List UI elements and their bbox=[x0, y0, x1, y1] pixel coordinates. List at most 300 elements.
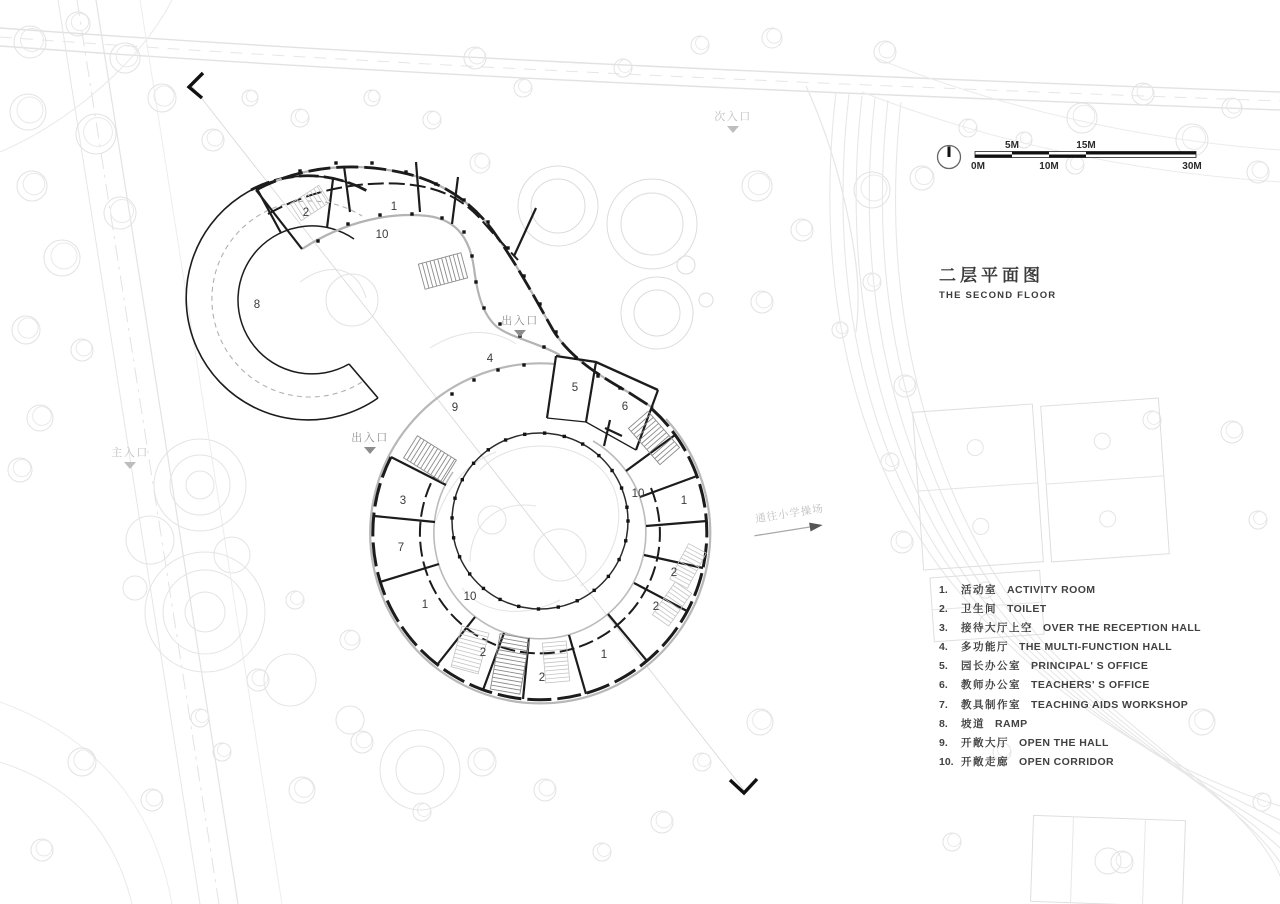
tree-icon bbox=[1182, 126, 1205, 149]
fixture-row bbox=[418, 253, 467, 290]
site-curve bbox=[0, 762, 132, 904]
court-line bbox=[1142, 819, 1145, 904]
landscape-swirl bbox=[462, 588, 560, 611]
legend-item bbox=[939, 754, 1201, 773]
step-line bbox=[664, 598, 680, 609]
tree-icon bbox=[1067, 103, 1097, 133]
room-divider-wall bbox=[640, 476, 697, 497]
tree-icon bbox=[1227, 99, 1241, 113]
column bbox=[596, 374, 599, 377]
garden-circle bbox=[621, 193, 683, 255]
fixture-row bbox=[404, 436, 457, 482]
tree-icon bbox=[756, 292, 772, 308]
road-branch bbox=[806, 86, 858, 332]
court-circle bbox=[1094, 433, 1111, 450]
tree-icon bbox=[748, 173, 770, 195]
tree-icon bbox=[13, 459, 30, 476]
tree-icon bbox=[1254, 512, 1267, 525]
scale-tick-label: 0M bbox=[971, 161, 985, 172]
column bbox=[482, 306, 485, 309]
column bbox=[461, 478, 464, 481]
step-line bbox=[453, 661, 480, 668]
step-line bbox=[652, 439, 672, 456]
legend-item bbox=[939, 677, 1201, 696]
legend-item-number: 2. bbox=[939, 603, 948, 616]
tree-icon bbox=[295, 779, 314, 798]
room-number-label: 1 bbox=[390, 201, 398, 213]
step-line bbox=[655, 611, 671, 622]
tree-icon bbox=[964, 120, 977, 133]
tree-icon bbox=[76, 114, 116, 154]
garden-circle bbox=[531, 179, 585, 233]
step-line bbox=[457, 254, 464, 279]
legend-item-en: OVER THE RECEPTION HALL bbox=[1043, 622, 1201, 635]
legend-item bbox=[939, 658, 1201, 677]
step-line bbox=[687, 547, 705, 556]
playground-circle bbox=[396, 746, 444, 794]
scale-bar-block bbox=[938, 140, 1202, 172]
route-note-label: 通往小学操场 bbox=[754, 502, 825, 526]
tree-icon bbox=[44, 240, 80, 276]
court-midline bbox=[918, 483, 1038, 491]
tree-icon bbox=[747, 709, 773, 735]
room-number-label: 5 bbox=[571, 382, 579, 394]
tree-icon bbox=[598, 844, 611, 857]
step-line bbox=[649, 436, 669, 453]
room-number-label: 10 bbox=[463, 591, 477, 603]
tree-icon bbox=[696, 37, 709, 50]
room-divider-wall bbox=[380, 564, 439, 582]
tree-icon bbox=[1226, 422, 1242, 438]
sports-court bbox=[1031, 815, 1186, 904]
title-block bbox=[939, 261, 1056, 301]
tree-icon bbox=[899, 376, 915, 392]
column bbox=[346, 222, 349, 225]
step-line bbox=[461, 630, 488, 637]
tree-icon bbox=[1073, 105, 1095, 127]
room-number-label: 2 bbox=[302, 207, 310, 219]
room5-6-bottom-edge bbox=[547, 418, 636, 450]
step-line bbox=[445, 257, 452, 282]
step-line bbox=[317, 186, 328, 203]
tree-icon bbox=[51, 243, 77, 269]
legend-item-en: RAMP bbox=[995, 717, 1028, 730]
step-line bbox=[673, 585, 689, 596]
column bbox=[597, 454, 600, 457]
room-number-label: 1 bbox=[600, 649, 608, 661]
section-mark-icon bbox=[189, 73, 203, 98]
court-circle bbox=[1095, 848, 1122, 875]
landscape-circle bbox=[326, 274, 378, 326]
column bbox=[472, 462, 475, 465]
tree-icon bbox=[36, 840, 52, 856]
step-line bbox=[631, 414, 651, 431]
room-number-label: 8 bbox=[253, 299, 261, 311]
room-number-label: 2 bbox=[538, 672, 546, 684]
tree-icon bbox=[291, 592, 304, 605]
scale-tick-label: 5M bbox=[1005, 140, 1019, 151]
legend-item bbox=[939, 735, 1201, 754]
tree-icon bbox=[368, 90, 380, 102]
column bbox=[617, 558, 620, 561]
tree-icon bbox=[915, 167, 932, 184]
column bbox=[468, 572, 471, 575]
site-curve bbox=[862, 92, 1280, 182]
column bbox=[517, 605, 520, 608]
tree-icon bbox=[519, 80, 532, 93]
step-line bbox=[454, 657, 481, 664]
tree-icon bbox=[246, 90, 258, 102]
room-legend bbox=[939, 582, 1201, 773]
legend-item-zh: 教具制作室 bbox=[961, 698, 1021, 711]
tree-icon bbox=[948, 834, 961, 847]
legend-item-zh: 开敞走廊 bbox=[961, 755, 1009, 768]
legend-item-en: TOILET bbox=[1007, 603, 1047, 616]
tree-icon bbox=[753, 711, 772, 730]
step-line bbox=[659, 605, 675, 616]
court-circle bbox=[1099, 510, 1116, 527]
court-line bbox=[1071, 817, 1074, 903]
column bbox=[624, 539, 627, 542]
landscape-swirl bbox=[300, 269, 366, 298]
step-line bbox=[683, 554, 701, 563]
legend-item-number: 10. bbox=[939, 755, 954, 768]
room-divider-wall bbox=[608, 614, 647, 661]
step-line bbox=[452, 665, 479, 672]
tree-icon bbox=[1116, 852, 1132, 868]
tree-icon bbox=[76, 340, 92, 356]
garden-circle bbox=[621, 277, 693, 349]
entrance-arrow-icon bbox=[364, 447, 376, 454]
column bbox=[462, 198, 465, 201]
fixture-row bbox=[290, 185, 329, 220]
step-line bbox=[644, 429, 664, 446]
step-line bbox=[544, 657, 568, 659]
scale-tick-label: 10M bbox=[1039, 161, 1059, 172]
entrance-label: 出入口 bbox=[501, 315, 539, 327]
tree-icon bbox=[296, 110, 309, 123]
legend-item-zh: 多功能厅 bbox=[961, 641, 1009, 654]
column bbox=[575, 599, 578, 602]
road-left bbox=[140, 0, 282, 904]
column bbox=[538, 302, 541, 305]
step-line bbox=[544, 661, 568, 663]
legend-item bbox=[939, 601, 1201, 620]
step-line bbox=[430, 261, 437, 286]
entrance-arrow-icon bbox=[124, 462, 136, 469]
legend-item bbox=[939, 620, 1201, 639]
legend-item-zh: 坡道 bbox=[961, 717, 985, 730]
ramp-end-wall bbox=[349, 364, 378, 398]
column bbox=[554, 330, 557, 333]
column bbox=[370, 161, 373, 164]
step-line bbox=[671, 588, 687, 599]
tree-icon bbox=[767, 29, 781, 43]
column bbox=[496, 368, 499, 371]
column bbox=[462, 230, 465, 233]
step-line bbox=[459, 638, 486, 645]
tree-icon bbox=[698, 754, 711, 767]
step-line bbox=[545, 673, 569, 675]
step-line bbox=[655, 442, 675, 459]
room-divider-wall bbox=[586, 362, 596, 422]
column bbox=[378, 213, 381, 216]
tree-icon bbox=[23, 173, 45, 195]
route-arrow-icon bbox=[809, 521, 823, 532]
step-line bbox=[460, 634, 487, 641]
room-number-label: 7 bbox=[397, 542, 405, 554]
tree-icon bbox=[468, 748, 496, 776]
legend-item-number: 1. bbox=[939, 584, 948, 596]
legend-item-en: TEACHING AIDS WORKSHOP bbox=[1031, 698, 1189, 711]
column bbox=[486, 220, 489, 223]
garden-circle bbox=[699, 293, 713, 307]
tree-icon bbox=[356, 732, 372, 748]
column bbox=[620, 486, 623, 489]
tree-icon bbox=[148, 84, 176, 112]
tree-icon bbox=[474, 750, 494, 770]
column bbox=[543, 431, 546, 434]
scale-tick-label: 15M bbox=[1076, 140, 1096, 151]
column bbox=[574, 356, 577, 359]
tree-icon bbox=[1258, 794, 1271, 807]
playground-circle bbox=[380, 730, 460, 810]
legend-item bbox=[939, 582, 1201, 601]
scale-bar-segment bbox=[1049, 155, 1086, 158]
column bbox=[542, 345, 545, 348]
column bbox=[607, 575, 610, 578]
step-line bbox=[422, 263, 429, 288]
playground-circle bbox=[170, 455, 230, 515]
step-line bbox=[657, 608, 673, 619]
tree-icon bbox=[74, 750, 94, 770]
legend-item bbox=[939, 716, 1201, 735]
step-line bbox=[545, 669, 569, 671]
column bbox=[450, 516, 453, 519]
column bbox=[625, 506, 628, 509]
playground-circle bbox=[336, 706, 364, 734]
legend-item-zh: 开敞大厅 bbox=[961, 736, 1009, 749]
playground-circle bbox=[163, 570, 247, 654]
route-arrow-line bbox=[755, 527, 810, 536]
column bbox=[498, 598, 501, 601]
entrance-label: 出入口 bbox=[351, 432, 389, 444]
tree-icon bbox=[12, 316, 40, 344]
lower-inner-room-wall bbox=[420, 477, 660, 653]
room-number-label: 10 bbox=[375, 229, 389, 241]
tree-icon bbox=[854, 172, 890, 208]
court-circle bbox=[972, 518, 989, 535]
column bbox=[450, 392, 453, 395]
legend-item-number: 8. bbox=[939, 717, 948, 730]
column bbox=[453, 497, 456, 500]
entrance-labels bbox=[111, 109, 752, 469]
playground-circle bbox=[126, 516, 174, 564]
column bbox=[522, 363, 525, 366]
tree-icon bbox=[1071, 157, 1084, 170]
tree-icon bbox=[18, 318, 38, 338]
upper-band-mid-wall bbox=[268, 183, 518, 260]
tree-icon bbox=[110, 43, 140, 73]
playground-circle bbox=[185, 592, 225, 632]
scale-bar-segment bbox=[975, 155, 1012, 158]
playground-circle bbox=[186, 471, 214, 499]
step-line bbox=[438, 259, 445, 284]
column bbox=[458, 555, 461, 558]
tree-icon bbox=[110, 199, 133, 222]
legend-item-number: 4. bbox=[939, 641, 948, 654]
column bbox=[626, 519, 629, 522]
legend-item-zh: 活动室 bbox=[961, 584, 997, 596]
step-line bbox=[543, 645, 567, 647]
legend-item-zh: 园长办公室 bbox=[961, 660, 1021, 673]
room-number-label: 4 bbox=[486, 353, 494, 365]
column bbox=[618, 386, 621, 389]
room-number-label: 2 bbox=[652, 601, 660, 613]
step-line bbox=[453, 255, 460, 280]
garden-circle bbox=[634, 290, 680, 336]
scale-tick-label: 30M bbox=[1182, 161, 1202, 172]
legend-item bbox=[939, 639, 1201, 658]
legend-item bbox=[939, 697, 1201, 716]
column bbox=[581, 442, 584, 445]
landscape-circle bbox=[478, 506, 506, 534]
playground-circle bbox=[214, 537, 250, 573]
landscape-swirl bbox=[480, 446, 619, 586]
room-divider-wall bbox=[374, 516, 435, 522]
tree-icon bbox=[886, 454, 899, 467]
room-number-label: 1 bbox=[680, 495, 688, 507]
column bbox=[537, 607, 540, 610]
column bbox=[474, 280, 477, 283]
legend-item-en: OPEN CORRIDOR bbox=[1019, 755, 1115, 768]
tree-icon bbox=[796, 220, 812, 236]
legend-item-number: 6. bbox=[939, 679, 948, 692]
tree-icon bbox=[104, 197, 136, 229]
tree-icon bbox=[469, 48, 485, 64]
tree-icon bbox=[218, 744, 231, 757]
site-curve bbox=[0, 0, 172, 152]
legend-item-number: 7. bbox=[939, 698, 948, 711]
legend-item-zh: 卫生间 bbox=[961, 603, 997, 616]
room-divider-wall bbox=[416, 162, 420, 212]
room-divider-wall bbox=[569, 635, 586, 694]
column bbox=[440, 216, 443, 219]
tree-icon bbox=[656, 812, 672, 828]
building-generated bbox=[253, 161, 707, 699]
column bbox=[522, 274, 525, 277]
room-number-label: 1 bbox=[421, 599, 429, 611]
column bbox=[482, 587, 485, 590]
step-line bbox=[442, 258, 449, 283]
room-number-label: 9 bbox=[451, 402, 459, 414]
legend-item-number: 3. bbox=[939, 622, 948, 635]
outline bbox=[418, 253, 467, 290]
tree-icon bbox=[17, 97, 43, 123]
tree-icon bbox=[196, 710, 209, 723]
legend-item-en: OPEN THE HALL bbox=[1019, 736, 1109, 749]
step-line bbox=[662, 602, 678, 613]
step-line bbox=[456, 649, 483, 656]
step-line bbox=[434, 260, 441, 285]
tree-icon bbox=[17, 171, 47, 201]
route-note-group bbox=[751, 502, 827, 541]
room-divider-wall bbox=[344, 166, 350, 212]
garden-circle bbox=[677, 256, 695, 274]
legend-item-en: THE MULTI-FUNCTION HALL bbox=[1019, 641, 1173, 654]
road-top bbox=[0, 46, 1280, 110]
tree-icon bbox=[27, 405, 53, 431]
tree-icon bbox=[1020, 132, 1032, 144]
column bbox=[563, 435, 566, 438]
column bbox=[523, 433, 526, 436]
room-number-label: 3 bbox=[399, 495, 407, 507]
column bbox=[334, 161, 337, 164]
step-line bbox=[544, 665, 568, 667]
landscape-swirl bbox=[430, 332, 516, 348]
legend-item-zh: 接待大厅上空 bbox=[961, 622, 1033, 635]
court-outline bbox=[1031, 815, 1186, 904]
step-line bbox=[455, 653, 482, 660]
column bbox=[592, 589, 595, 592]
site-curve bbox=[0, 702, 172, 904]
legend-item-zh: 教师办公室 bbox=[961, 679, 1021, 692]
outline bbox=[290, 185, 329, 220]
fixture-row bbox=[542, 641, 569, 683]
tree-icon bbox=[116, 45, 138, 67]
column bbox=[506, 246, 509, 249]
room-number-label: 6 bbox=[621, 401, 629, 413]
playground-circle bbox=[264, 654, 316, 706]
scale-bar-segment bbox=[1086, 152, 1196, 155]
scale-bar-segment bbox=[1012, 152, 1049, 155]
column bbox=[404, 170, 407, 173]
tree-icon bbox=[1252, 162, 1268, 178]
column bbox=[316, 239, 319, 242]
outline bbox=[404, 436, 457, 482]
column bbox=[557, 605, 560, 608]
column bbox=[410, 212, 413, 215]
garden-circle bbox=[518, 166, 598, 246]
room-divider-wall bbox=[646, 521, 707, 526]
ramp-outer-wall bbox=[186, 176, 378, 420]
step-line bbox=[685, 551, 703, 560]
step-line bbox=[449, 256, 456, 281]
tree-icon bbox=[539, 780, 555, 796]
column bbox=[487, 448, 490, 451]
route-note bbox=[751, 502, 827, 541]
legend-item-en: PRINCIPAL' S OFFICE bbox=[1031, 660, 1149, 673]
tree-icon bbox=[364, 90, 380, 106]
tree-icon bbox=[289, 777, 315, 803]
room-number-label: 2 bbox=[479, 647, 487, 659]
tree-icon bbox=[896, 532, 912, 548]
tree-icon bbox=[1148, 412, 1161, 425]
tree-icon bbox=[68, 748, 96, 776]
tree-icon bbox=[10, 94, 46, 130]
tree-icon bbox=[742, 171, 772, 201]
playground-circle bbox=[154, 439, 246, 531]
playground-circle bbox=[123, 576, 147, 600]
tree-icon bbox=[242, 90, 258, 106]
tree-icon bbox=[345, 631, 359, 645]
legend-item-en: ACTIVITY ROOM bbox=[1007, 584, 1096, 596]
section-mark-icon bbox=[730, 779, 757, 793]
legend-item-number: 9. bbox=[939, 736, 948, 749]
entrance-arrow-icon bbox=[727, 126, 739, 133]
column bbox=[504, 438, 507, 441]
tree-icon bbox=[428, 112, 441, 125]
